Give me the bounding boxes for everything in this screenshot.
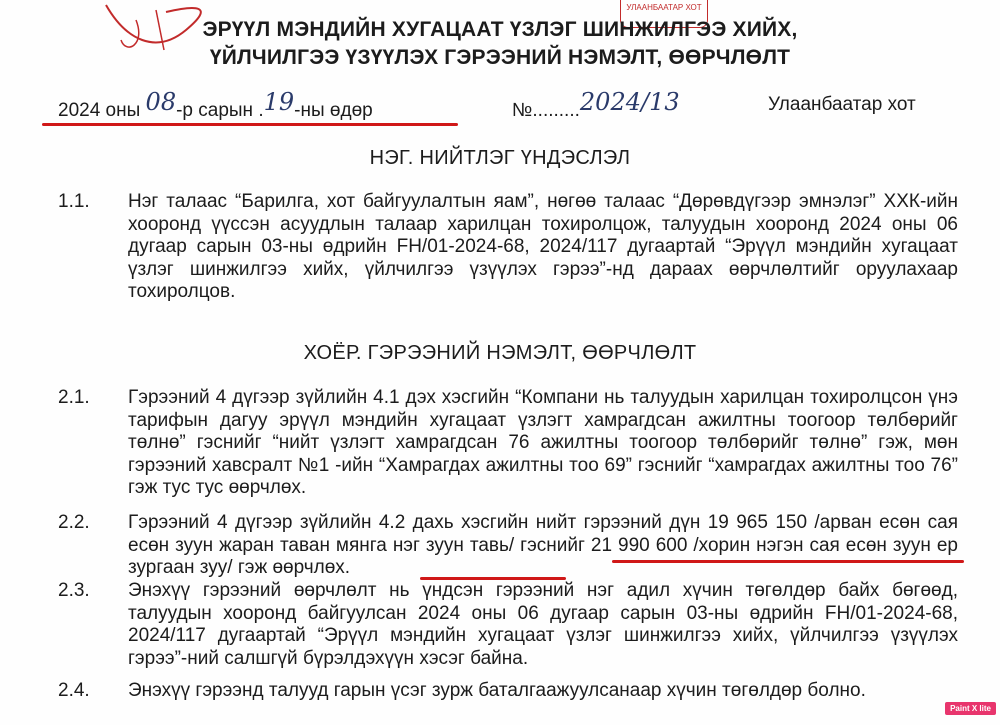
number-handwritten: 2024/13 bbox=[579, 88, 680, 116]
date-day-handwritten: 19 bbox=[263, 88, 295, 116]
clause-number: 2.1. bbox=[58, 387, 90, 408]
clause-text: Энэхүү гэрээний өөрчлөлт нь үндсэн гэрээний нэг адил хүчин төгөлдөр байх бөгөөд, талуудын хооронд байгуулсан 2024 оны 06 дугаар сарын 03-ны өдрийн FH/01-2024-68, 2024/117 дугаартай “Эрүүл мэндийн хугацаат үзлэг шинжилгээ хийх, үйлчилгээ үзүүлэх гэрээ”-ний салшгүй бүрэлдэхүүн хэсэг байна. bbox=[128, 580, 958, 669]
date-middle: -р сарын . bbox=[176, 100, 264, 121]
number-prefix: №......... bbox=[512, 100, 580, 121]
section-amendment-title: ХОЁР. ГЭРЭЭНИЙ НЭМЭЛТ, ӨӨРЧЛӨЛТ bbox=[303, 342, 697, 364]
clause-text: Нэг талаас “Барилга, хот байгуулалтын яам”, нөгөө талаас “Дөрөвдүгээр эмнэлэг” ХХК-ийн хооронд үүссэн асуудлын талаар харилцан тохиролцож, талуудын хооронд 2024 оны 06 дугаар сарын 03-ны өдрийн FH/01-2024-68, 2024/117 дугаартай “Эрүүл мэндийн хугацаат үзлэг шинжилгээ хийх, үйлчилгээ үзүүлэх гэрээ”-нд дараах өөрчлөлтийг оруулахаар тохиролцов. bbox=[128, 191, 958, 302]
clause-number: 1.1. bbox=[58, 191, 90, 212]
document-title-line2: ҮЙЛЧИЛГЭЭ ҮЗҮҮЛЭХ ГЭРЭЭНИЙ НЭМЭЛТ, ӨӨРЧЛӨЛТ bbox=[209, 46, 791, 69]
clause-number: 2.3. bbox=[58, 580, 90, 601]
watermark-badge: Paint X lite bbox=[945, 702, 996, 715]
red-underline-date bbox=[42, 123, 458, 126]
date-month-handwritten: 08 bbox=[145, 88, 177, 116]
stamp-text: УЛААНБААТАР ХОТ bbox=[626, 3, 702, 12]
clause-number: 2.4. bbox=[58, 680, 90, 701]
clause-number: 2.2. bbox=[58, 512, 90, 533]
contract-number bbox=[512, 88, 680, 122]
clause-text: Гэрээний 4 дүгээр зүйлийн 4.1 дэх хэсгийн “Компани нь талуудын харилцан тохиролцсон үнэ тарифын дагуу эрүүл мэндийн хугацаат үзлэгт хамрагдсан ажилтны тоогоор төлбөрийг төлнө” гэснийг “нийт үзлэгт хамрагдсан 76 ажилтны тоогоор төлбөрийг төлнө” гэж, мөн гэрээний хавсралт №1 -ийн “Хамрагдах ажилтны тоо 69” гэснийг “хамрагдах ажилтны тоо 76” гэж тус тус өөрчлөх. bbox=[128, 387, 958, 498]
section-general-title: НЭГ. НИЙТЛЭГ ҮНДЭСЛЭЛ bbox=[369, 147, 631, 169]
clause-text: Энэхүү гэрээнд талууд гарын үсэг зурж баталгаажуулсанаар хүчин төгөлдөр болно. bbox=[128, 680, 866, 701]
clause-text: Гэрээний 4 дүгээр зүйлийн 4.2 дахь хэсгийн нийт гэрээний дүн 19 965 150 /арван есөн сая есөн зуун жаран таван мянга нэг зуун тавь/ гэснийг 21 990 600 /хорин нэгэн сая есөн зуун ер зургаан зуу/ гэж өөрчлөх. bbox=[128, 512, 958, 578]
contract-city: Улаанбаатар хот bbox=[768, 94, 916, 115]
document-title-line1: ЭРҮҮЛ МЭНДИЙН ХУГАЦААТ ҮЗЛЭГ ШИНЖИЛГЭЭ ХИЙХ, bbox=[202, 18, 798, 41]
contract-date bbox=[58, 88, 373, 122]
date-suffix: -ны өдөр bbox=[294, 100, 373, 121]
red-underline-amount bbox=[612, 560, 964, 563]
date-prefix: 2024 оны bbox=[58, 100, 146, 121]
